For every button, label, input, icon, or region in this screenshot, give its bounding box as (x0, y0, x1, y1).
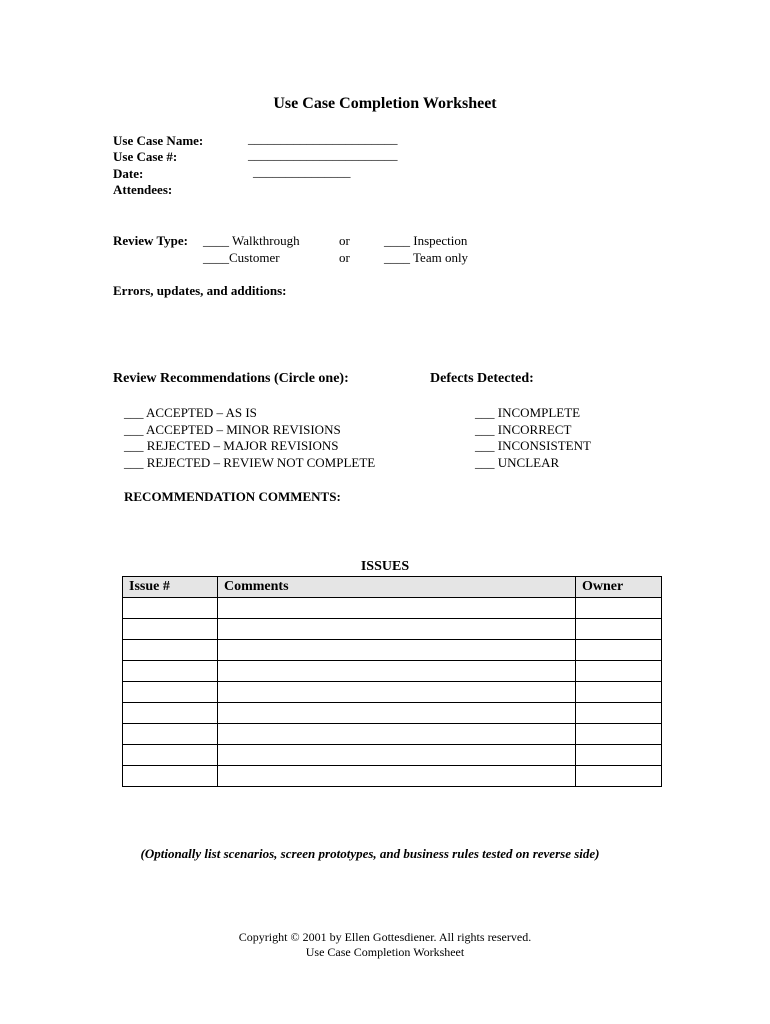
owner-cell[interactable] (576, 745, 662, 766)
table-row (123, 766, 662, 787)
owner-cell[interactable] (576, 682, 662, 703)
recommendation-comments-label: RECOMMENDATION COMMENTS: (124, 489, 341, 504)
review-option-inspection: ____ Inspection (384, 233, 468, 248)
date-label: Date: (113, 166, 144, 181)
defect-option: ___ UNCLEAR (475, 455, 560, 470)
owner-cell[interactable] (576, 703, 662, 724)
owner-cell[interactable] (576, 640, 662, 661)
comments-cell[interactable] (218, 661, 576, 682)
errors-label: Errors, updates, and additions: (113, 283, 287, 298)
review-option-team-only: ____ Team only (384, 250, 469, 265)
review-type-label: Review Type: (113, 233, 188, 248)
owner-cell[interactable] (576, 766, 662, 787)
issue-cell[interactable] (123, 682, 218, 703)
defect-option: ___ INCOMPLETE (475, 405, 581, 420)
comments-cell[interactable] (218, 682, 576, 703)
attendees-label: Attendees: (113, 182, 173, 197)
issue-cell[interactable] (123, 703, 218, 724)
defect-option: ___ INCORRECT (475, 422, 572, 437)
recommendation-option: ___ REJECTED – REVIEW NOT COMPLETE (124, 455, 376, 470)
issues-header-row (123, 577, 662, 598)
table-row (123, 619, 662, 640)
column-header-comments: Comments (218, 577, 576, 598)
footer-copyright: Copyright © 2001 by Ellen Gottesdiener. All rights reserved. (238, 930, 532, 944)
issue-cell[interactable] (123, 619, 218, 640)
use-case-number-blank: _______________________ (248, 147, 398, 162)
comments-cell[interactable] (218, 724, 576, 745)
issues-title: ISSUES (360, 559, 410, 574)
comments-cell[interactable] (218, 766, 576, 787)
table-row (123, 640, 662, 661)
comments-cell[interactable] (218, 619, 576, 640)
issue-cell[interactable] (123, 598, 218, 619)
owner-cell[interactable] (576, 619, 662, 640)
table-row (123, 724, 662, 745)
issue-cell[interactable] (123, 661, 218, 682)
table-row (123, 682, 662, 703)
table-row (123, 703, 662, 724)
recommendations-heading: Review Recommendations (Circle one): (113, 371, 349, 386)
recommendation-option: ___ REJECTED – MAJOR REVISIONS (124, 438, 339, 453)
issue-cell[interactable] (123, 640, 218, 661)
owner-cell[interactable] (576, 724, 662, 745)
issue-cell[interactable] (123, 745, 218, 766)
use-case-number-label: Use Case #: (113, 149, 178, 164)
review-option-walkthrough: ____ Walkthrough (203, 233, 300, 248)
table-row (123, 745, 662, 766)
table-row (123, 661, 662, 682)
column-header-owner: Owner (576, 577, 662, 598)
footer-subtitle: Use Case Completion Worksheet (305, 944, 465, 959)
comments-cell[interactable] (218, 640, 576, 661)
issue-cell[interactable] (123, 724, 218, 745)
table-row (123, 598, 662, 619)
recommendation-option: ___ ACCEPTED – AS IS (124, 405, 257, 420)
issue-cell[interactable] (123, 766, 218, 787)
review-option-customer: ____Customer (203, 250, 280, 265)
column-header-issue-number: Issue # (123, 577, 218, 598)
defect-option: ___ INCONSISTENT (475, 438, 591, 453)
issues-table (122, 576, 662, 787)
comments-cell[interactable] (218, 598, 576, 619)
use-case-name-blank: _______________________ (248, 131, 398, 146)
document-title: Use Case Completion Worksheet (273, 95, 497, 112)
recommendation-option: ___ ACCEPTED – MINOR REVISIONS (124, 422, 341, 437)
use-case-name-label: Use Case Name: (113, 133, 204, 148)
comments-cell[interactable] (218, 745, 576, 766)
defects-heading: Defects Detected: (430, 371, 534, 386)
date-blank: _______________ (253, 164, 351, 179)
owner-cell[interactable] (576, 661, 662, 682)
reverse-side-note: (Optionally list scenarios, screen prototypes, and business rules tested on reverse side) (140, 846, 600, 861)
review-or-2: or (339, 250, 350, 265)
comments-cell[interactable] (218, 703, 576, 724)
footer (0, 930, 770, 959)
review-or-1: or (339, 233, 350, 248)
owner-cell[interactable] (576, 598, 662, 619)
